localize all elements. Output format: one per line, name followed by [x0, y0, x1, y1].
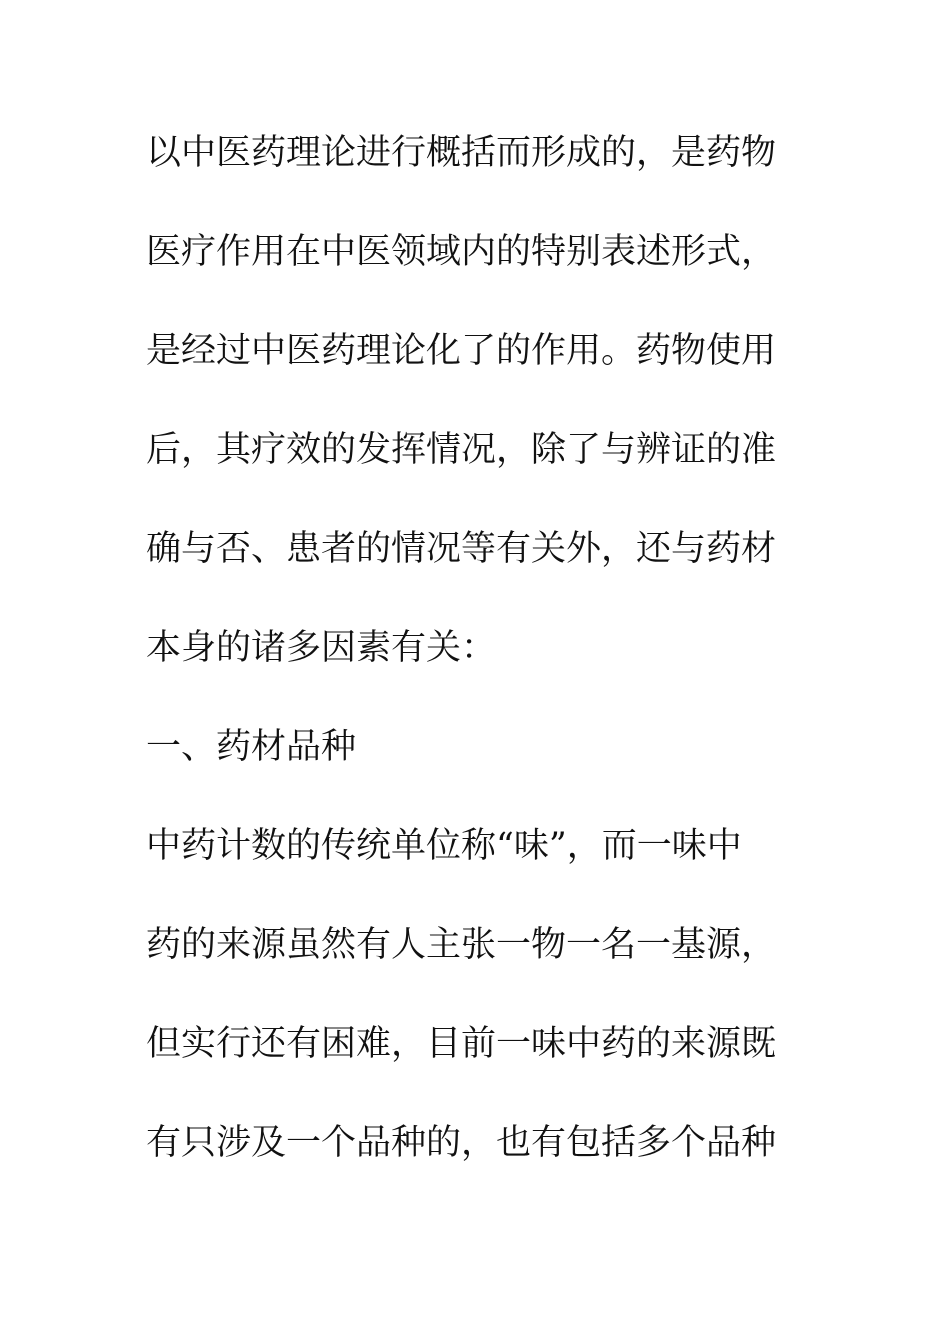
text-line: 本身的诸多因素有关： [146, 628, 497, 668]
text-line: 以中医药理论进行概括而形成的，是药物 [146, 133, 777, 173]
text-line: 药的来源虽然有人主张一物一名一基源， [146, 925, 777, 965]
body-text [146, 127, 786, 1216]
section-heading: 一、药材品种 [146, 727, 357, 767]
text-line: 有只涉及一个品种的，也有包括多个品种 [146, 1123, 777, 1163]
text-line: 是经过中医药理论化了的作用。药物使用 [146, 331, 777, 371]
text-line: 确与否、患者的情况等有关外，还与药材 [146, 529, 777, 569]
text-line: 但实行还有困难，目前一味中药的来源既 [146, 1024, 777, 1064]
text-line: 医疗作用在中医领域内的特别表述形式， [146, 232, 777, 272]
text-line: 后，其疗效的发挥情况，除了与辨证的准 [146, 430, 777, 470]
text-line: 中药计数的传统单位称“味”，而一味中 [146, 826, 742, 866]
